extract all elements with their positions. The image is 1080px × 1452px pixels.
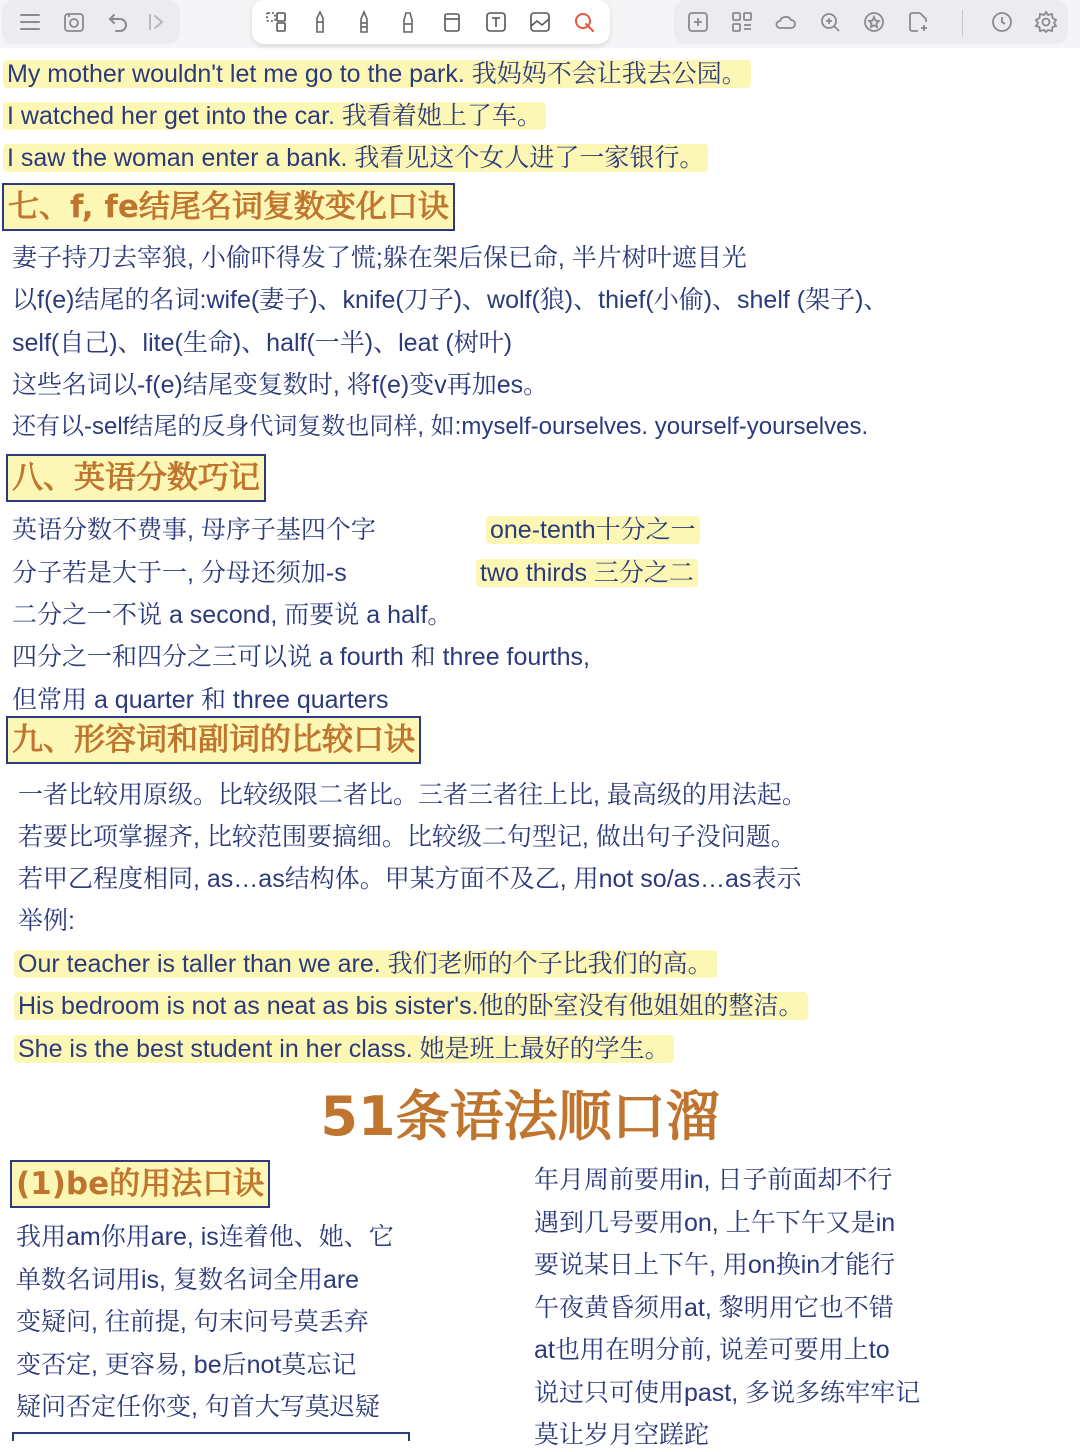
lasso-select-icon[interactable] bbox=[262, 8, 290, 36]
example-line bbox=[14, 947, 717, 981]
highlighted-text: Our teacher is taller than we are. 我们老师的个子比我们的高。 bbox=[14, 950, 717, 978]
section-9-line: 若要比项掌握齐, 比较范围要搞细。比较级二句型记, 做出句子没问题。 bbox=[18, 823, 796, 851]
example-line bbox=[14, 1032, 674, 1066]
time-section-line: at也用在明分前, 说差可要用上to bbox=[534, 1336, 890, 1364]
time-section-line: 午夜黄昏须用at, 黎明用它也不错 bbox=[534, 1294, 894, 1322]
main-title: 51条语法顺口溜 bbox=[320, 1085, 720, 1148]
toolbar-left-group bbox=[2, 0, 180, 44]
section-8-title: 八、英语分数巧记 bbox=[6, 454, 266, 502]
camera-icon[interactable] bbox=[60, 8, 88, 36]
example-line bbox=[3, 57, 751, 91]
section-7-line: 这些名词以-f(e)结尾变复数时, 将f(e)变v再加es。 bbox=[12, 371, 549, 399]
highlighted-text: one-tenth十分之一 bbox=[486, 516, 700, 544]
section-9-line: 若甲乙程度相同, as…as结构体。甲某方面不及乙, 用not so/as…as表示 bbox=[18, 865, 802, 893]
add-page-icon[interactable] bbox=[684, 8, 712, 36]
toolbar-right-group bbox=[674, 0, 1068, 44]
be-section-line: 变否定, 更容易, be后not莫忘记 bbox=[16, 1351, 357, 1379]
section-7-line: 还有以-self结尾的反身代词复数也同样, 如:myself-ourselves. yourself-yourselves. bbox=[12, 413, 869, 440]
section-8-line: 分子若是大于一, 分母还须加-s bbox=[12, 559, 347, 587]
eraser-icon[interactable] bbox=[438, 8, 466, 36]
time-section-line: 遇到几号要用on, 上午下午又是in bbox=[534, 1209, 896, 1237]
image-icon[interactable] bbox=[526, 8, 554, 36]
be-section-line: 单数名词用is, 复数名词全用are bbox=[16, 1266, 360, 1294]
time-section-line: 年月周前要用in, 日子前面却不行 bbox=[534, 1166, 893, 1194]
section-9-line: 举例: bbox=[18, 907, 75, 935]
laser-pointer-icon[interactable] bbox=[570, 8, 598, 36]
example-line bbox=[3, 99, 546, 133]
star-icon[interactable] bbox=[860, 8, 888, 36]
side-note bbox=[476, 556, 698, 590]
highlighter-icon[interactable] bbox=[394, 8, 422, 36]
zoom-icon[interactable] bbox=[816, 8, 844, 36]
be-section-title: (1)be的用法口诀 bbox=[10, 1160, 270, 1208]
be-section-line: 疑问否定任你变, 句首大写莫迟疑 bbox=[16, 1393, 380, 1421]
text-box-icon[interactable] bbox=[482, 8, 510, 36]
section-9-line: 一者比较用原级。比较级限二者比。三者三者往上比, 最高级的用法起。 bbox=[18, 781, 807, 809]
menu-icon[interactable] bbox=[16, 8, 44, 36]
section-8-line: 但常用 a quarter 和 three quarters bbox=[12, 686, 389, 714]
time-section-line: 要说某日上下午, 用on换in才能行 bbox=[534, 1251, 896, 1279]
highlighted-text: I saw the woman enter a bank. 我看见这个女人进了一家银行。 bbox=[3, 144, 708, 172]
be-section-line: 我用am你用are, is连着他、她、它 bbox=[16, 1223, 394, 1251]
undo-icon[interactable] bbox=[104, 8, 132, 36]
side-note bbox=[486, 513, 700, 547]
time-section-line: 说过只可使用past, 多说多练牢牢记 bbox=[534, 1379, 921, 1407]
next-section-box-edge bbox=[12, 1432, 410, 1441]
settings-icon[interactable] bbox=[1032, 8, 1060, 36]
toolbar-separator bbox=[962, 10, 963, 36]
highlighted-text: She is the best student in her class. 她是班上最好的学生。 bbox=[14, 1035, 674, 1063]
section-8-line: 英语分数不费事, 母序子基四个字 bbox=[12, 516, 376, 544]
export-icon[interactable] bbox=[904, 8, 932, 36]
cloud-sync-icon[interactable] bbox=[772, 8, 800, 36]
highlighted-text: two thirds 三分之二 bbox=[476, 559, 698, 587]
toolbar-tools-group bbox=[252, 0, 610, 44]
time-section-line: 莫让岁月空蹉跎 bbox=[534, 1421, 710, 1449]
section-7-line: 以f(e)结尾的名词:wife(妻子)、knife(刀子)、wolf(狼)、thief(小偷)、shelf (架子)、 bbox=[12, 286, 889, 314]
clock-icon[interactable] bbox=[988, 8, 1016, 36]
section-8-line: 四分之一和四分之三可以说 a fourth 和 three fourths, bbox=[12, 643, 590, 671]
section-9-title: 九、形容词和副词的比较口诀 bbox=[6, 716, 421, 764]
example-line bbox=[3, 141, 708, 175]
highlighted-text: His bedroom is not as neat as bis sister's.他的卧室没有他姐姐的整洁。 bbox=[14, 992, 808, 1020]
grid-view-icon[interactable] bbox=[728, 8, 756, 36]
section-8-line: 二分之一不说 a second, 而要说 a half。 bbox=[12, 601, 453, 629]
highlighted-text: My mother wouldn't let me go to the park. 我妈妈不会让我去公园。 bbox=[3, 60, 751, 88]
redo-icon[interactable] bbox=[142, 8, 170, 36]
section-7-title: 七、f, fe结尾名词复数变化口诀 bbox=[2, 183, 455, 231]
highlighted-text: I watched her get into the car. 我看着她上了车。 bbox=[3, 102, 546, 130]
pen-icon[interactable] bbox=[306, 8, 334, 36]
section-7-line: 妻子持刀去宰狼, 小偷吓得发了慌;躲在架后保已命, 半片树叶遮目光 bbox=[12, 244, 747, 272]
pencil-icon[interactable] bbox=[350, 8, 378, 36]
example-line bbox=[14, 989, 808, 1023]
toolbar bbox=[0, 0, 1080, 48]
be-section-line: 变疑问, 往前提, 句末问号莫丢弃 bbox=[16, 1308, 369, 1336]
section-7-line: self(自己)、lite(生命)、half(一半)、leat (树叶) bbox=[12, 329, 513, 357]
